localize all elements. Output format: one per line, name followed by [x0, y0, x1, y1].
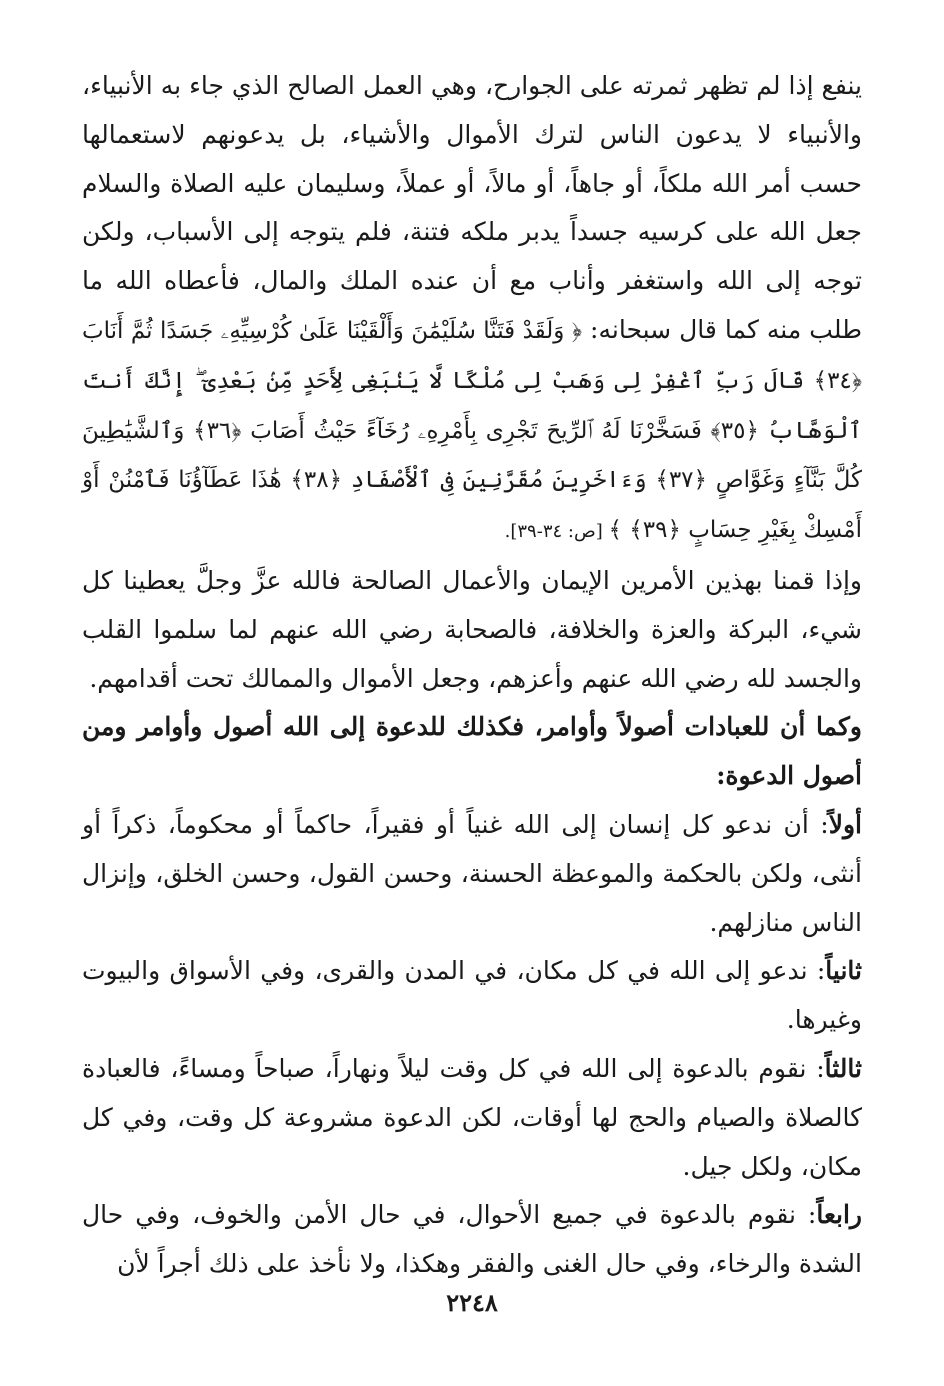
second-point-text: : ندعو إلى الله في كل مكان، في المدن والقرى، وفي الأسواق والبيوت وغيرها.: [82, 956, 862, 1035]
paragraph-1-text: ينفع إذا لم تظهر ثمرته على الجوارح، وهي العمل الصالح الذي جاء به الأنبياء، والأنبياء لا يدعون الناس لترك الأموال والأشياء، بل يدعونهم لاستعمالها حسب أمر الله ملكاً، أو جاهاً، أو مالاً، أو عملاً، وسليمان عليه الصلاة والسلام جعل الله على كرسيه جسداً يدبر ملكه فتنة، فلم يتوجه إلى الأسباب، ولكن توجه إلى الله واستغفر وأناب مع أن عنده الملك والمال، فأعطاه الله ما طلب منه كما قال سبحانه:: [82, 71, 862, 344]
paragraph-second-point: [82, 947, 862, 1045]
third-point-text: : نقوم بالدعوة إلى الله في كل وقت ليلاً ونهاراً، صباحاً ومساءً، فالعبادة كالصلاة والصيام والحج لها أوقات، لكن الدعوة مشروعة كل وقت، وفي كل مكان، ولكل جيل.: [82, 1053, 862, 1181]
page-number: ٢٢٤٨: [446, 1288, 498, 1317]
quran-reference: [ص: ٣٤-٣٩].: [504, 521, 609, 543]
paragraph-2: وإذا قمنا بهذين الأمرين الإيمان والأعمال الصالحة فالله عزَّ وجلَّ يعطينا كل شيء، البركة والعزة والخلافة، فالصحابة رضي الله عنهم لما سلموا القلب والجسد لله رضي الله عنهم وأعزهم، وجعل الأموال والممالك تحت أقدامهم.: [82, 565, 862, 693]
paragraph-third-point: [82, 1045, 862, 1191]
fourth-point-text: : نقوم بالدعوة في جميع الأحوال، في حال الأمن والخوف، وفي حال الشدة والرخاء، وفي حال الغنى والفقر وهكذا، ولا نأخذ على ذلك أجراً لأن: [82, 1200, 862, 1279]
quran-verse: ﴿ وَلَقَدْ فَتَنَّا سُلَيْمَٰنَ وَأَلْقَيْنَا عَلَىٰ كُرْسِيِّهِۦ جَسَدًا ثُمَّ أَنَابَ ﴿٣٤﴾ قَالَ رَبِّ ٱغْفِرْ لِى وَهَبْ لِى مُلْكًا لَّا يَنۢبَغِى لِأَحَدٍ مِّنۢ بَعْدِىٓ ۖ إِنَّكَ أَنتَ ٱلْوَهَّابُ ﴿٣٥﴾ فَسَخَّرْنَا لَهُ ٱلرِّيحَ تَجْرِى بِأَمْرِهِۦ رُخَآءً حَيْثُ أَصَابَ ﴿٣٦﴾ وَٱلشَّيَٰطِينَ كُلَّ بَنَّآءٍ وَغَوَّاصٍ ﴿٣٧﴾ وَءَاخَرِينَ مُقَرَّنِينَ فِى ٱلْأَصْفَادِ ﴿٣٨﴾ هَٰذَا عَطَآؤُنَا فَٱمْنُنْ أَوْ أَمْسِكْ بِغَيْرِ حِسَابٍ ﴿٣٩﴾ ﴾: [82, 317, 862, 544]
fourth-point-label: رابعاً: [816, 1200, 862, 1230]
paragraph-fourth-point: [82, 1191, 862, 1289]
paragraph-first-point: [82, 801, 862, 947]
first-point-label: أولاً: [828, 809, 862, 839]
page-body: [82, 62, 862, 1289]
paragraph-3-heading: وكما أن للعبادات أصولاً وأوامر، فكذلك للدعوة إلى الله أصول وأوامر ومن أصول الدعوة:: [82, 712, 862, 791]
paragraph-1: [82, 62, 862, 557]
second-point-label: ثانياً: [825, 956, 862, 986]
third-point-label: ثالثاً: [824, 1053, 862, 1083]
first-point-text: : أن ندعو كل إنسان إلى الله غنياً أو فقيراً، حاكماً أو محكوماً، ذكراً أو أنثى، ولكن بالحكمة والموعظة الحسنة، وحسن القول، وحسن الخلق، وإنزال الناس منازلهم.: [82, 809, 862, 937]
